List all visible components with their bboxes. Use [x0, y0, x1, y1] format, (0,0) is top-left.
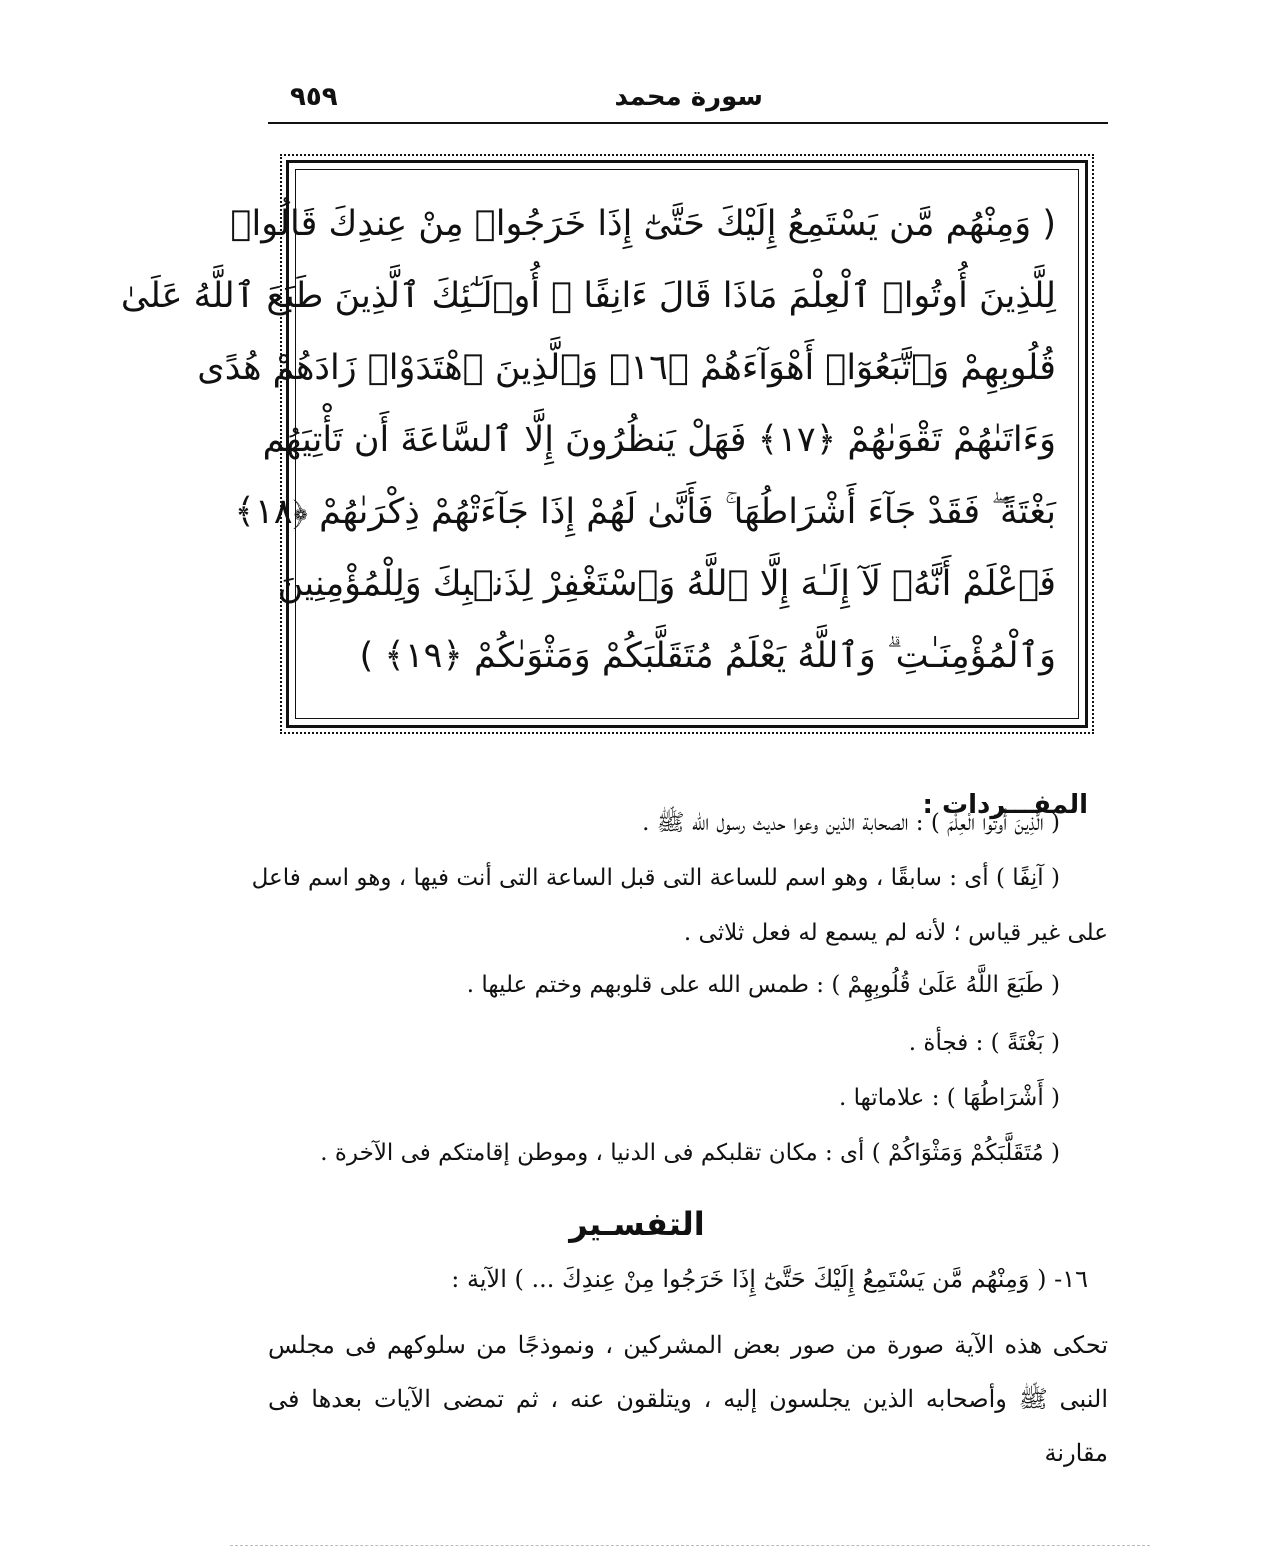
page-header	[268, 78, 1108, 118]
vocabulary-item: ( آنِفًا ) أى : سابقًا ، وهو اسم للساعة التى قبل الساعة التى أنت فيها ، وهو اسم فاعل	[251, 865, 1060, 891]
verse-line: لِلَّذِينَ أُوتُوا۟ ٱلْعِلْمَ مَاذَا قَالَ ءَانِفًا ۚ أُو۟لَـٰٓئِكَ ٱلَّذِينَ طَبَعَ ٱللَّهُ عَلَىٰ	[120, 276, 1056, 316]
vocabulary-heading: المفـــردات :	[922, 790, 1088, 820]
quran-verses-frame	[120, 160, 1088, 728]
vocabulary-item: ( طَبَعَ اللَّهُ عَلَىٰ قُلُوبِهِمْ ) : طمس الله على قلوبهم وختم عليها .	[466, 972, 1060, 998]
vocabulary-item: ( بَغْتَةً ) : فجأة .	[908, 1030, 1060, 1056]
verse-line: ( وَمِنْهُم مَّن يَسْتَمِعُ إِلَيْكَ حَتَّىٰٓ إِذَا خَرَجُوا۟ مِنْ عِندِكَ قَالُوا۟	[230, 204, 1056, 244]
verse-line: وَٱلْمُؤْمِنَـٰتِ ۗ وَٱللَّهُ يَعْلَمُ مُتَقَلَّبَكُمْ وَمَثْوَىٰكُمْ ﴿١٩﴾ )	[359, 636, 1056, 676]
vocabulary-item: ( الَّذِينَ أُوتُوا الْعِلْمَ ) : الصحابة الذين وعوا حديث رسول الله ﷺ .	[642, 810, 1060, 836]
vocabulary-item: ( مُتَقَلَّبَكُمْ وَمَثْوَاكُمْ ) أى : مكان تقلبكم فى الدنيا ، وموطن إقامتكم فى الآخرة .	[320, 1140, 1060, 1166]
verse-line: قُلُوبِهِمْ وَٱتَّبَعُوٓا۟ أَهْوَآءَهُمْ ﴿١٦﴾ وَٱلَّذِينَ ٱهْتَدَوْا۟ زَادَهُمْ هُدًى	[197, 348, 1056, 388]
page-number: ٩٥٩	[290, 82, 338, 112]
tafsir-paragraph-line: تحكى هذه الآية صورة من صور بعض المشركين ، ونموذجًا من سلوكهم فى مجلس	[268, 1331, 1109, 1359]
verse-line: وَءَاتَىٰهُمْ تَقْوَىٰهُمْ ﴿١٧﴾ فَهَلْ يَنظُرُونَ إِلَّا ٱلسَّاعَةَ أَن تَأْتِيَهُم	[262, 420, 1056, 460]
verse-line: فَٱعْلَمْ أَنَّهُۥ لَآ إِلَـٰهَ إِلَّا ٱللَّهُ وَٱسْتَغْفِرْ لِذَنۢبِكَ وَلِلْمُؤْمِنِينَ	[277, 564, 1056, 604]
surah-title: سورة محمد	[614, 82, 763, 112]
tafsir-heading: التفسـير	[569, 1205, 705, 1243]
footer-divider	[230, 1545, 1150, 1546]
verse-line: بَغْتَةً ۖ فَقَدْ جَآءَ أَشْرَاطُهَا ۚ فَأَنَّىٰ لَهُمْ إِذَا جَآءَتْهُمْ ذِكْرَىٰهُمْ ﴿١٨﴾	[234, 492, 1056, 532]
tafsir-paragraph-line: النبى ﷺ وأصحابه الذين يجلسون إليه ، ويتلقون عنه ، ثم تمضى الآيات بعدها فى مقارنة	[268, 1385, 1108, 1467]
vocabulary-item: على غير قياس ؛ لأنه لم يسمع له فعل ثلاثى .	[683, 920, 1108, 946]
verse-reference: ١٦- ( وَمِنْهُم مَّن يَسْتَمِعُ إِلَيْكَ حَتَّىٰٓ إِذَا خَرَجُوا مِنْ عِندِكَ ... ) الآية :	[451, 1265, 1088, 1293]
header-divider	[268, 122, 1108, 124]
quran-verses	[120, 188, 1056, 708]
vocabulary-item: ( أَشْرَاطُهَا ) : علاماتها .	[838, 1085, 1060, 1111]
